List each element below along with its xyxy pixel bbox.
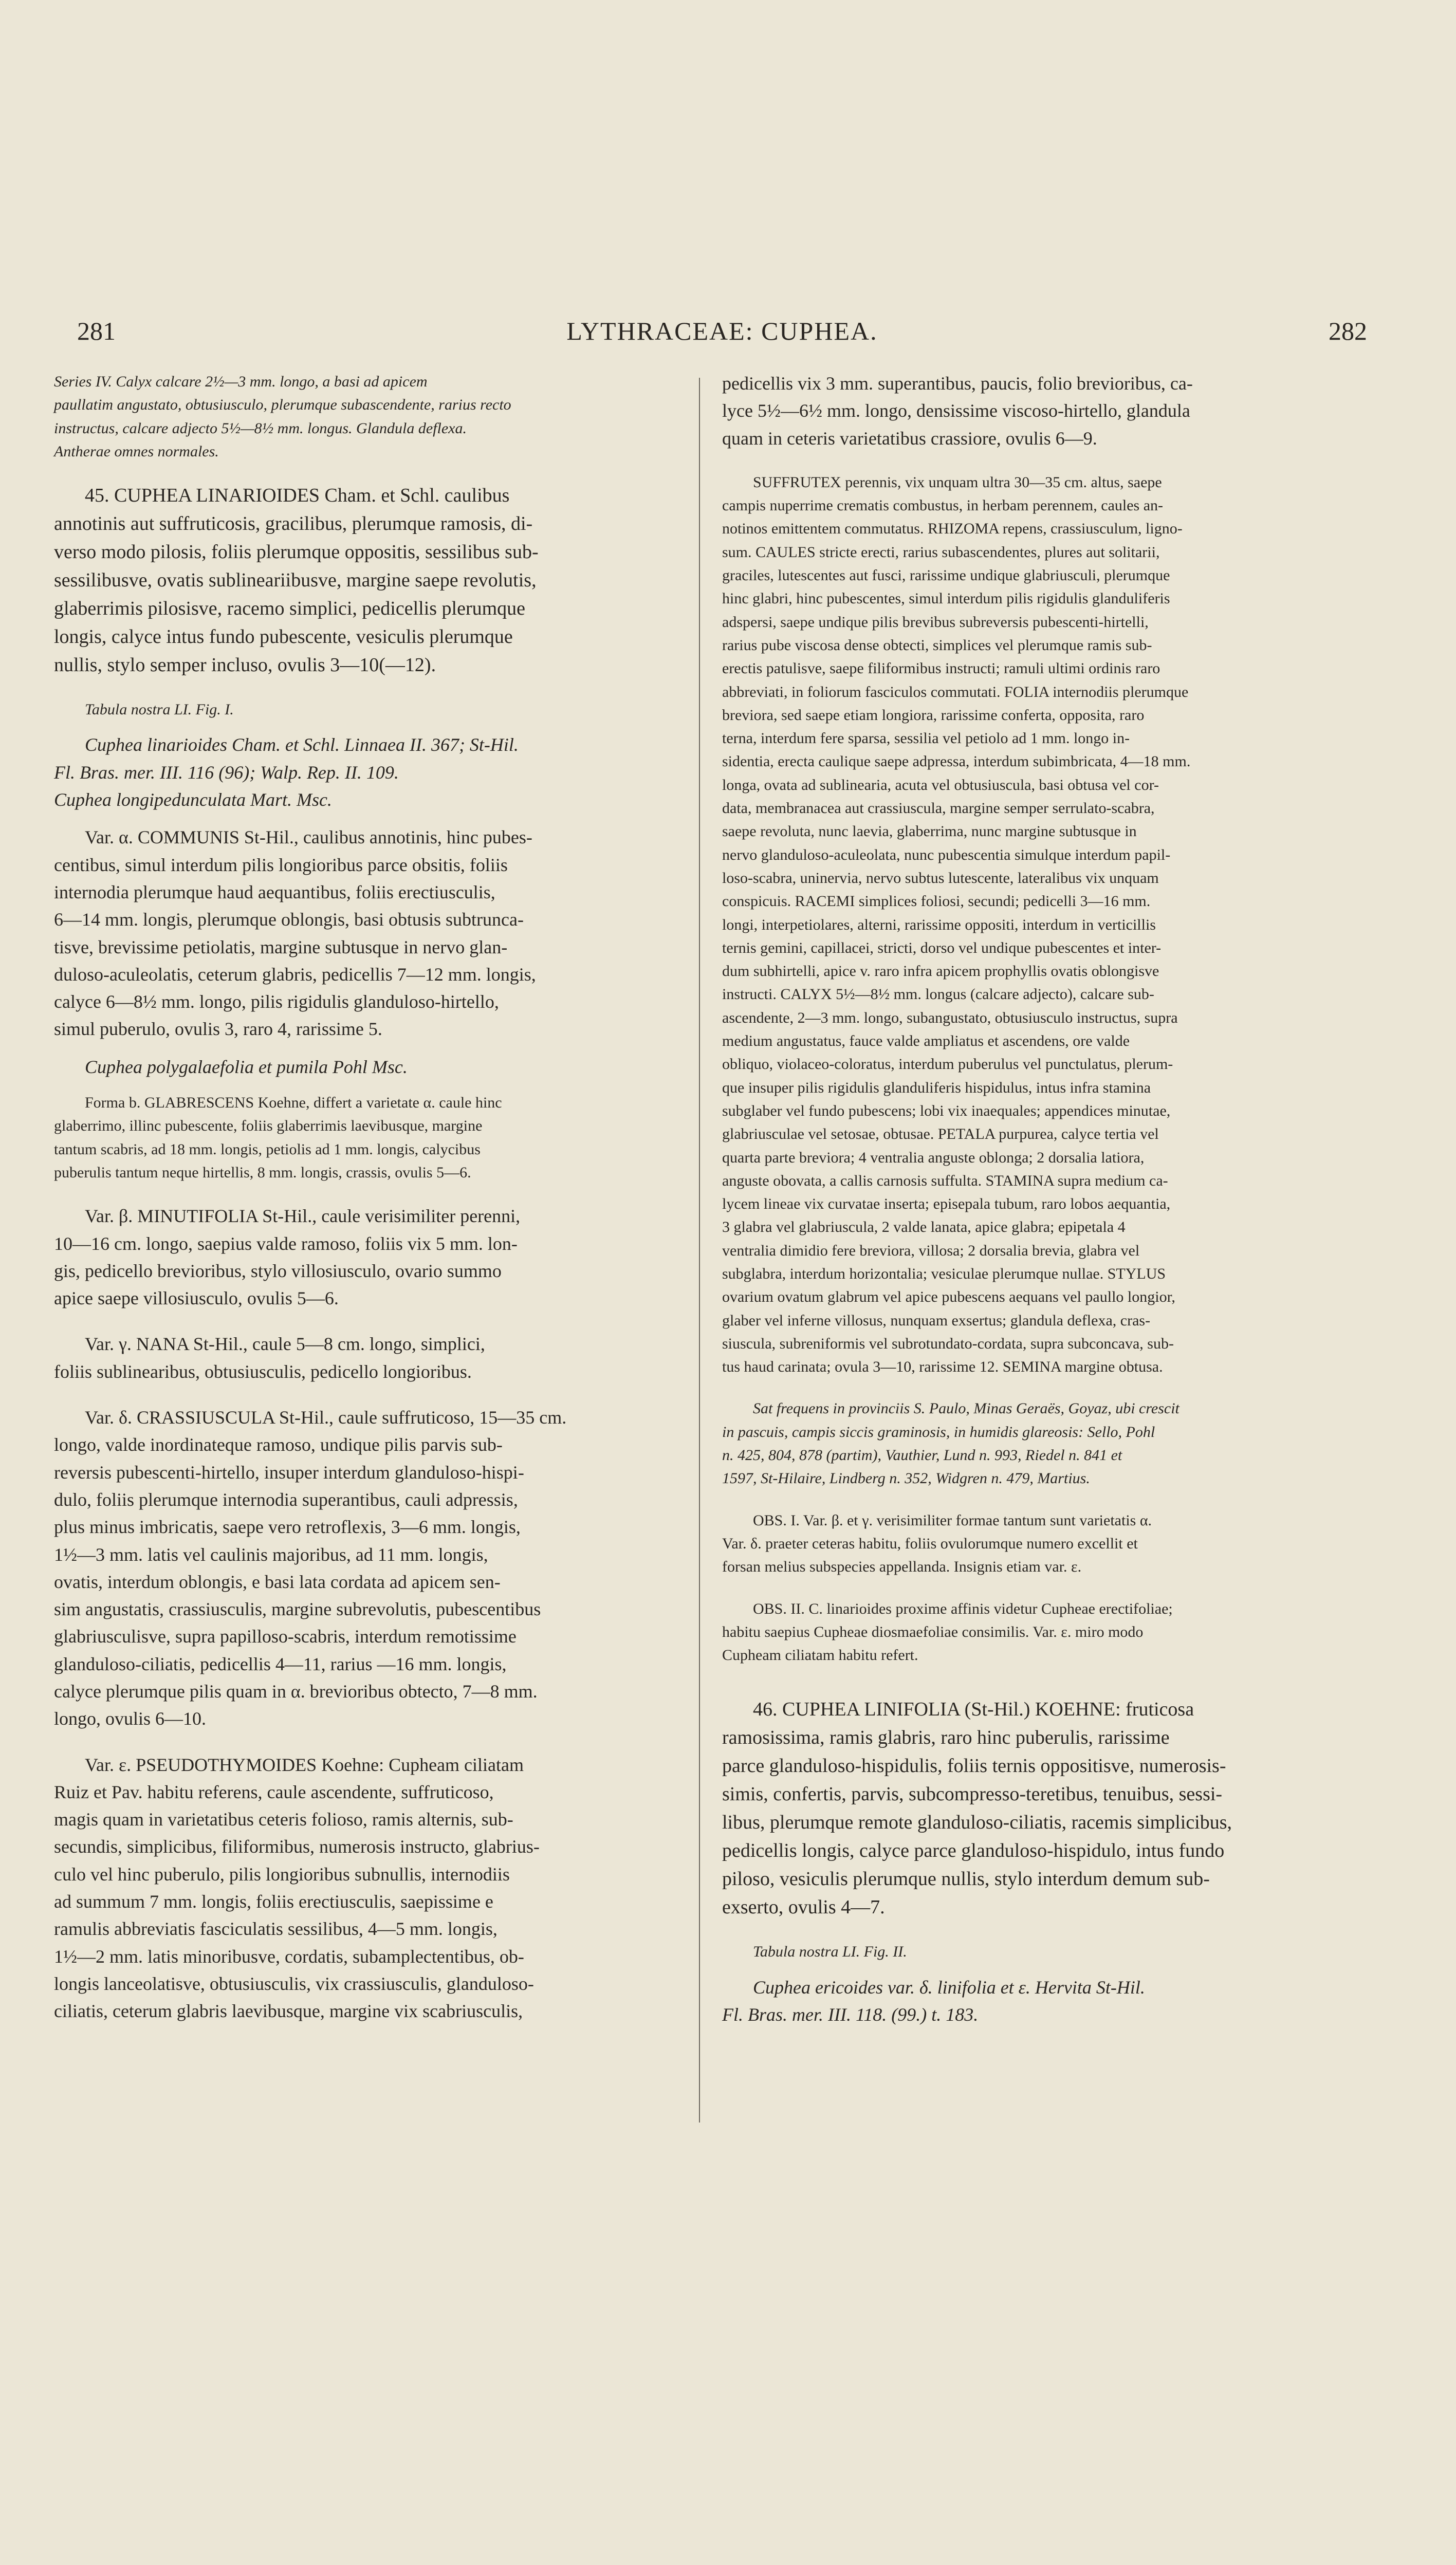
var-delta: Var. δ. CRASSIUSCULA St-Hil., caule suffruticoso, 15—35 cm. longo, valde inordinateque ramoso, undique pilis parvis sub- reversis pubescenti-hirtello, insuper interdum glanduloso-hispi- dulo, foliis plerumque internodia superantibus, cauli adpressis, plus minus imbricatis, saepe vero retroflexis, 3—6 mm. longis, 1½—3 mm. latis vel caulinis majoribus, ad 11 mm. longis, ovatis, interdum oblongis, e basi lata cordata ad apicem sen- sim angustatis, crassiusculis, margine subrevolutis, pubescentibus glabriusculisve, supra papilloso-scabris, interdum remotissime glanduloso-ciliatis, pedicellis 4—11, rarius —16 mm. longis, calyce plerumque pilis quam in α. brevioribus obtecto, 7—8 mm. longo, ovulis 6—10.	[54, 1407, 567, 1729]
synonymy-46: Cuphea ericoides var. δ. linifolia et ε. Hervita St-Hil. Fl. Bras. mer. III. 118. (99.) t. 183.	[722, 1977, 1145, 2025]
series-note: Series IV. Calyx calcare 2½—3 mm. longo, a basi ad apicem paullatim angustato, obtusiusculo, plerumque subascendente, rarius recto instructus, calcare adjecto 5½—8½ mm. longus. Glandula deflexa. Antherae omnes normales.	[54, 373, 511, 460]
var-gamma: Var. γ. NANA St-Hil., caule 5—8 cm. longo, simplici, foliis sublinearibus, obtusiusculis, pedicello longioribus.	[54, 1334, 485, 1382]
var-alpha: Var. α. COMMUNIS St-Hil., caulibus annotinis, hinc pubes- centibus, simul interdum pilis longioribus parce obsitis, foliis internodia plerumque haud aequantibus, foliis erectiusculis, 6—14 mm. longis, plerumque oblongis, basi obtusis subtrunca- tisve, brevissime petiolatis, margine subtusque in nervo glan- duloso-aculeolatis, ceterum glabris, pedicellis 7—12 mm. longis, calyce 6—8½ mm. longo, pilis rigidulis glanduloso-hirtello, simul puberulo, ovulis 3, raro 4, rarissime 5.	[54, 827, 536, 1040]
species-46-diagnosis: 46. CUPHEA LINIFOLIA (St-Hil.) KOEHNE: fruticosa ramosissima, ramis glabris, raro hinc puberulis, rarissime parce glanduloso-hispidulis, foliis ternis oppositisve, numerosis- simis, confertis, parvis, subcompresso-teretibus, tenuibus, sessi- libus, plerumque remote glanduloso-ciliatis, racemis simplicibus, pedicellis longis, calyce parce glanduloso-hispidulo, intus fundo piloso, vesiculis plerumque nullis, stylo interdum demum sub- exserto, ovulis 4—7.	[722, 1699, 1232, 1918]
plate-reference-1: Tabula nostra LI. Fig. I.	[85, 701, 234, 718]
left-page-number: 281	[77, 317, 116, 345]
right-column	[722, 370, 1331, 2028]
species-45-diagnosis: 45. CUPHEA LINARIOIDES Cham. et Schl. caulibus annotinis aut suffruticosis, gracilibus, plerumque ramosis, di- verso modo pilosis, foliis plerumque oppositis, sessilibus sub- sessilibusve, ovatis sublineariibusve, margine saepe revolutis, glaberrimis pilosisve, racemo simplici, pedicellis plerumque longis, calyce intus fundo pubescente, vesiculis plerumque nullis, stylo semper incluso, ovulis 3—10(—12).	[54, 485, 539, 676]
forma-b: Forma b. GLABRESCENS Koehne, differt a varietate α. caule hinc glaberrimo, illinc pubescente, foliis glaberrimis laevibusque, margine tantum scabris, ad 18 mm. longis, petiolis ad 1 mm. longis, calycibus puberulis tantum neque hirtellis, 8 mm. longis, crassis, ovulis 5—6.	[54, 1094, 502, 1181]
observation-1: OBS. I. Var. β. et γ. verisimiliter formae tantum sunt varietatis α. Var. δ. praeter ceteras habitu, foliis ovulorumque numero excellit et forsan melius subspecies appellanda. Insignis etiam var. ε.	[722, 1511, 1152, 1576]
synonymy-45: Cuphea linarioides Cham. et Schl. Linnaea II. 367; St-Hil. Fl. Bras. mer. III. 116 (96); Walp. Rep. II. 109. Cuphea longipedunculata Mart. Msc.	[54, 734, 519, 810]
column-divider	[699, 378, 700, 2123]
right-page-number: 282	[1329, 317, 1367, 345]
plate-reference-2: Tabula nostra LI. Fig. II.	[753, 1943, 907, 1961]
distribution-45: Sat frequens in provinciis S. Paulo, Minas Geraës, Goyaz, ubi crescit in pascuis, campis siccis graminosis, in humidis glareosis: Sello, Pohl n. 425, 804, 878 (partim), Vauthier, Lund n. 993, Riedel n. 841 et 1597, St-Hilaire, Lindberg n. 352, Widgren n. 479, Martius.	[722, 1400, 1179, 1487]
left-column	[54, 370, 676, 2025]
description-45: SUFFRUTEX perennis, vix unquam ultra 30—35 cm. altus, saepe campis nuperrime crematis combustus, in herbam perennem, caules an- notinos emittentem commutatus. RHIZOMA repens, crassiusculum, ligno- sum. CAULES stricte erecti, rarius subascendentes, plures aut solitarii, graciles, lutescentes aut fusci, rarissime undique glabriusculi, plerumque hinc glabri, hinc pubescentes, simul interdum pilis rigidulis glanduliferis adspersi, saepe undique pilis brevibus subreversis pubescenti-hirtelli, rarius pube viscosa dense obtecti, simplices vel plerumque ramis sub- erectis patulisve, saepe filiformibus instructi; ramuli ultimi ordinis raro abbreviati, in foliorum fasciculos commutati. FOLIA internodiis plerumque breviora, sed saepe etiam longiora, rarissime conferta, opposita, raro terna, interdum fere sparsa, sessilia vel petiolo ad 1 mm. longo in- sidentia, erecta caulique saepe adpressa, interdum subimbricata, 4—18 mm. longa, ovata ad sublinearia, acuta vel obtusiuscula, basi obtusa vel cor- data, membranacea aut crassiuscula, margine semper serrulato-scabra, saepe revoluta, nunc laevia, glaberrima, nunc margine subtusque in nervo glanduloso-aculeolata, nunc pubescentia simulque interdum papil- loso-scabra, uninervia, nervo subtus lutescente, lateralibus vix unquam conspicuis. RACEMI simplices foliosi, secundi; pedicelli 3—16 mm. longi, interpetiolares, alterni, rarissime oppositi, interdum in verticillis ternis gemini, capillacei, stricti, dorso vel undique pubescentes et inter- dum subhirtelli, apice v. raro infra apicem prophyllis ovatis oblongisve instructi. CALYX 5½—8½ mm. longus (calcare adjecto), calcare sub- ascendente, 2—3 mm. longo, subangustato, obtusiusculo instructus, supra medium angustatus, fauce valde ampliatus et ascendens, ore valde obliquo, violaceo-coloratus, interdum puberulus vel punctulatus, plerum- que insuper pilis rigidulis glanduliferis hispidulus, intus infra stamina subglaber vel fundo pubescens; lobi vix inaequales; appendices minutae, glabriusculae vel setosae, obtusae. PETALA purpurea, calyce tertia vel quarta parte breviora; 4 ventralia anguste oblonga; 2 dorsalia latiora, anguste obovata, a callis carnosis suffulta. STAMINA supra medium ca- lycem lineae vix curvatae inserta; episepala tubum, raro lobos aequantia, 3 glabra vel glabriuscula, 2 valde lanata, apice glabra; epipetala 4 ventralia dimidio fere breviora, villosa; 2 dorsalia brevia, glabra vel subglabra, interdum horizontalia; vesiculae plerumque nullae. STYLUS ovarium ovatum glabrum vel apice pubescens aequans vel paullo longior, glaber vel inferne villosus, nunquam exsertus; glandula deflexa, cras- siuscula, subreniformis vel subrotundato-cordata, supra subconcava, sub- tus haud carinata; ovula 3—10, rarissime 12. SEMINA margine obtusa.	[722, 473, 1191, 1376]
var-epsilon-continued: pedicellis vix 3 mm. superantibus, paucis, folio brevioribus, ca- lyce 5½—6½ mm. longo, densissime viscoso-hirtello, glandula quam in ceteris varietatibus crassiore, ovulis 6—9.	[722, 373, 1193, 449]
var-alpha-synonym: Cuphea polygalaefolia et pumila Pohl Msc.	[85, 1056, 408, 1077]
observation-2: OBS. II. C. linarioides proxime affinis videtur Cupheae erectifoliae; habitu saepius Cupheae diosmaefoliae consimilis. Var. ε. miro modo Cupheam ciliatam habitu refert.	[722, 1600, 1173, 1664]
page-header	[77, 316, 1367, 357]
running-title: LYTHRACEAE: CUPHEA.	[566, 317, 878, 345]
var-epsilon: Var. ε. PSEUDOTHYMOIDES Koehne: Cupheam ciliatam Ruiz et Pav. habitu referens, caule ascendente, suffruticoso, magis quam in varietatibus ceteris folioso, ramis alternis, sub- secundis, simplicibus, filiformibus, numerosis instructo, glabrius- culo vel hinc puberulo, pilis longioribus subnullis, internodiis ad summum 7 mm. longis, foliis erectiusculis, saepissime e ramulis abbreviatis fasciculatis sessilibus, 4—5 mm. longis, 1½—2 mm. latis minoribusve, cordatis, subamplectentibus, ob- longis lanceolatisve, obtusiusculis, vix crassiusculis, glanduloso- ciliatis, ceterum glabris laevibusque, margine vix scabriusculis,	[54, 1754, 540, 2022]
var-beta: Var. β. MINUTIFOLIA St-Hil., caule verisimiliter perenni, 10—16 cm. longo, saepius valde ramoso, foliis vix 5 mm. lon- gis, pedicello brevioribus, stylo villosiusculo, ovario summo apice saepe villosiusculo, ovulis 5—6.	[54, 1206, 521, 1309]
